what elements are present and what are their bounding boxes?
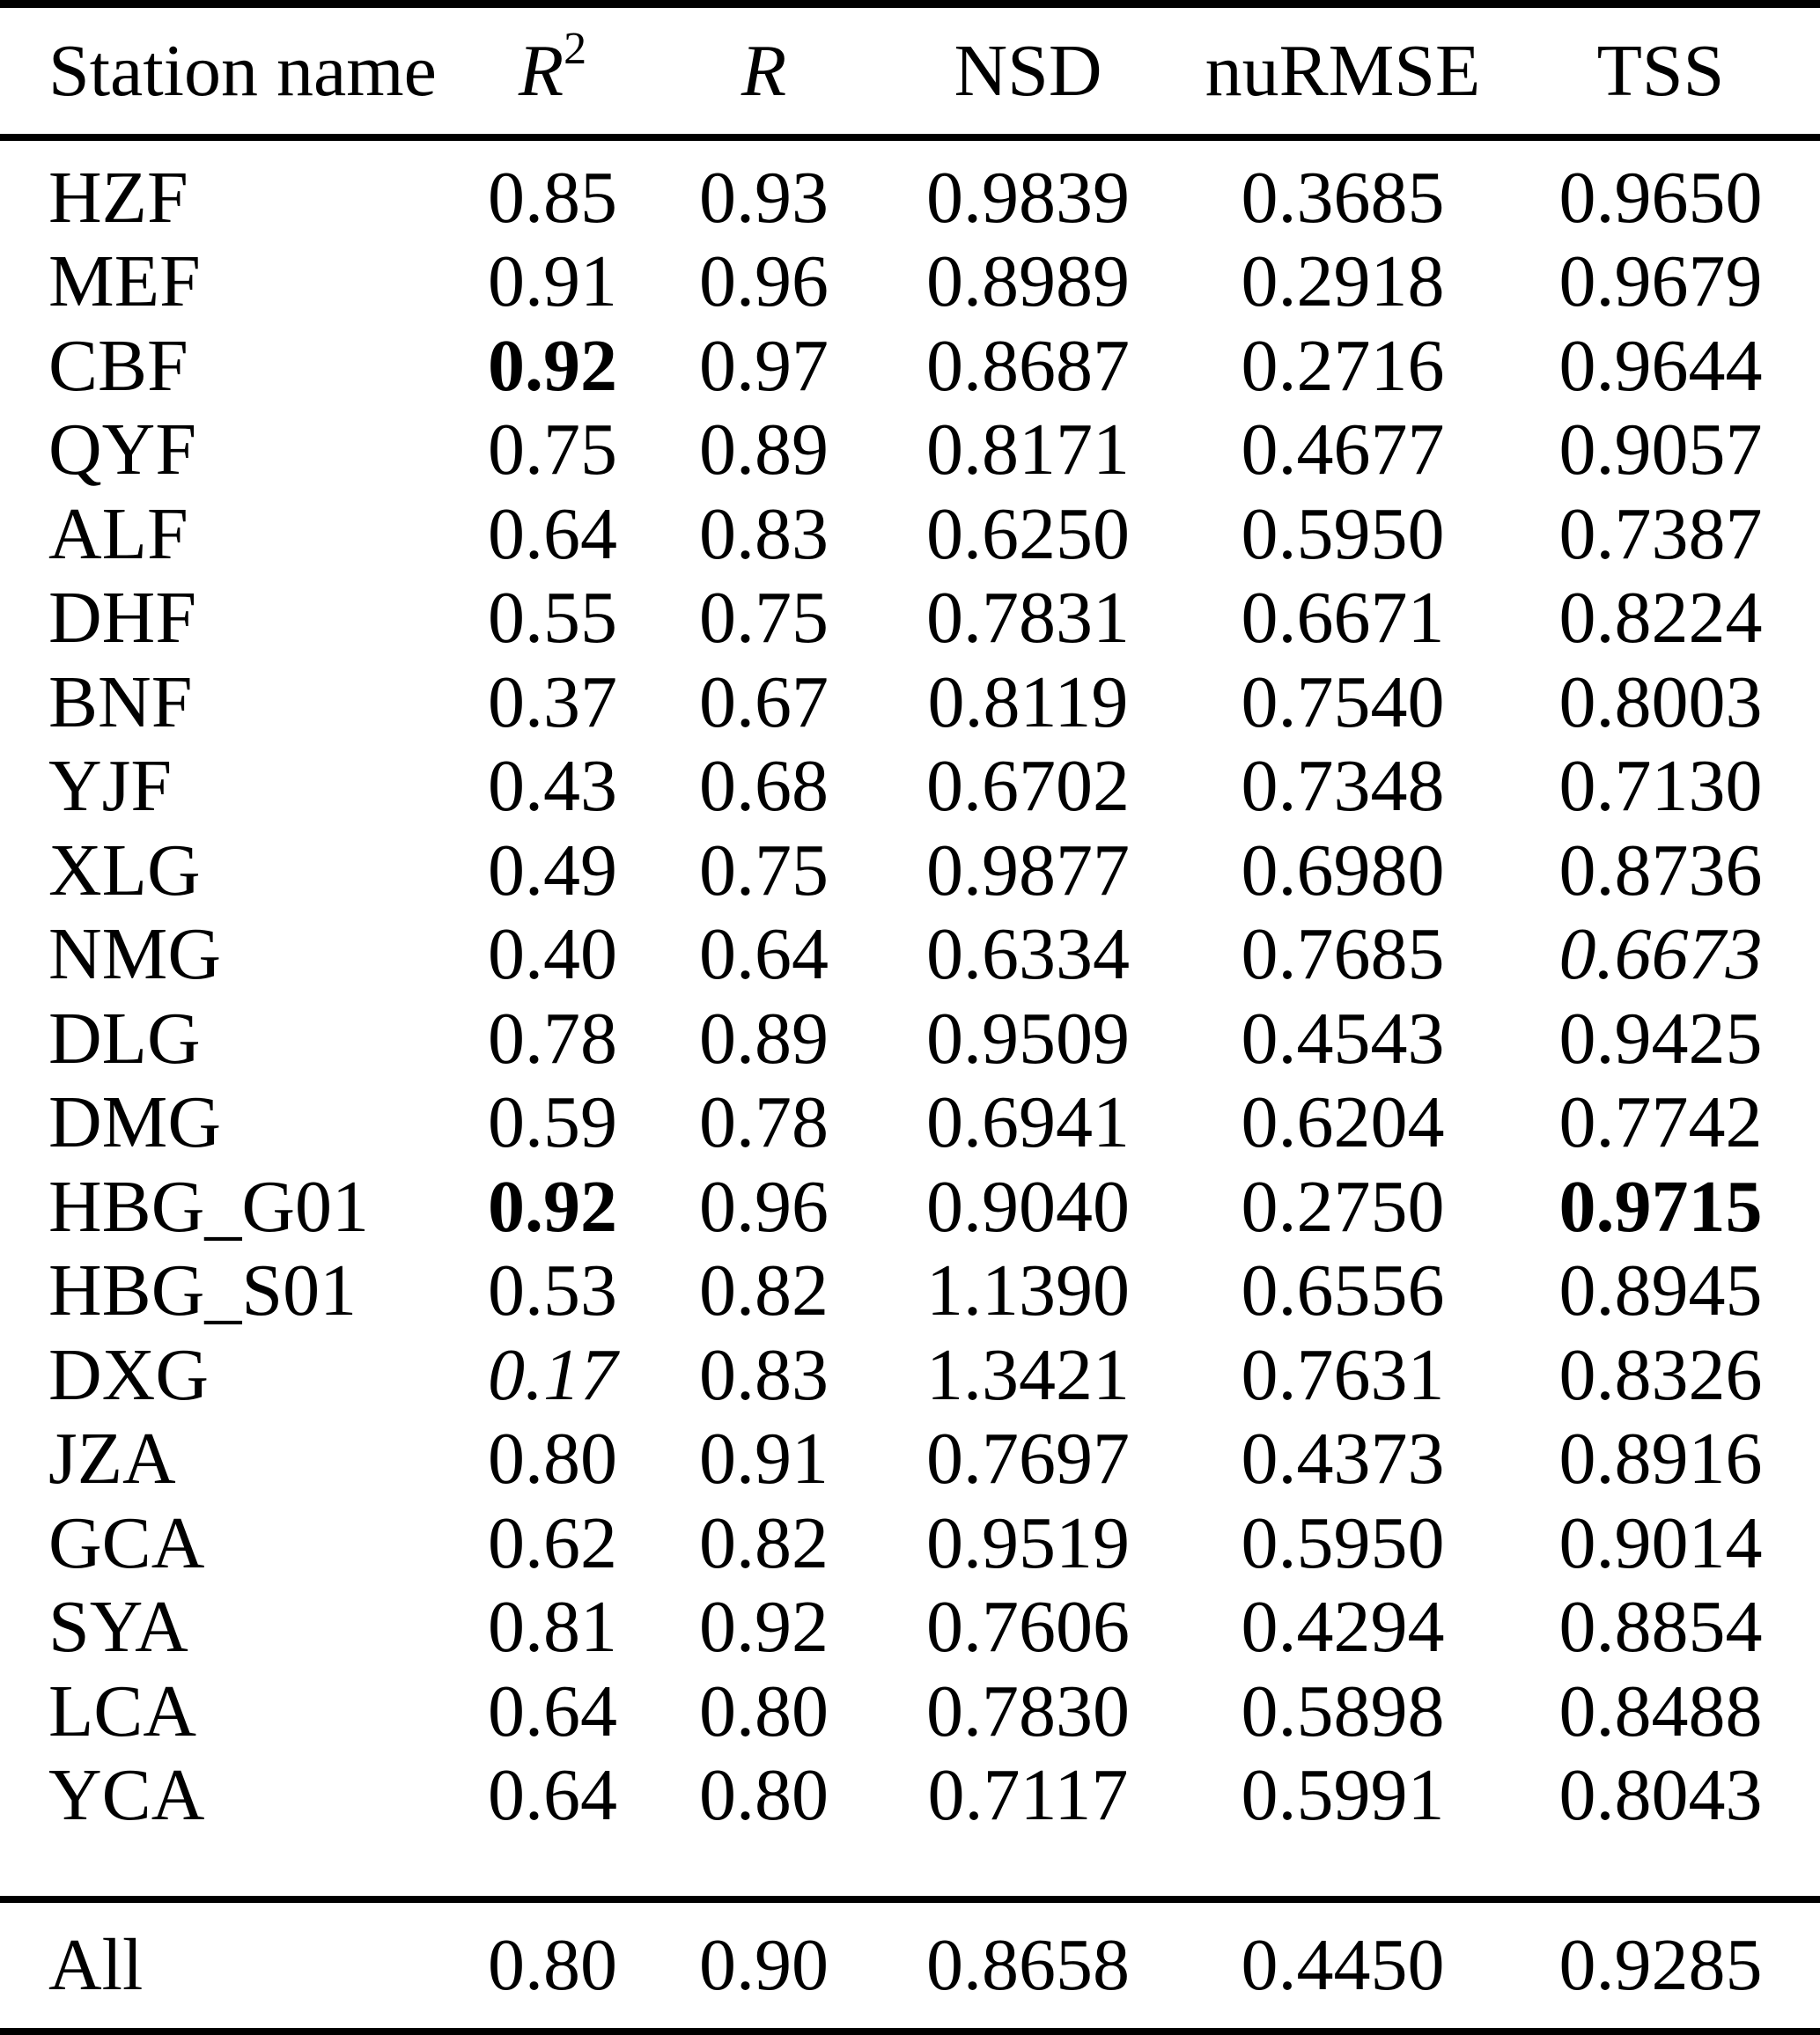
value-cell: 0.97	[699, 324, 829, 407]
station-name-cell: DLG	[48, 997, 201, 1080]
value-cell: 0.53	[488, 1250, 617, 1332]
value-cell: 0.4677	[1241, 409, 1445, 491]
value-cell: 0.80	[699, 1754, 829, 1837]
value-cell: 0.7540	[1241, 660, 1445, 743]
table-row	[0, 1670, 1820, 1754]
table-row	[0, 1418, 1820, 1502]
value-cell: 0.8224	[1558, 577, 1763, 660]
table-row	[0, 240, 1820, 325]
station-name-cell: YCA	[48, 1754, 205, 1837]
value-cell: 0.75	[699, 829, 829, 911]
value-cell: 0.6334	[926, 913, 1130, 996]
value-cell: 0.92	[699, 1586, 829, 1669]
table-row	[0, 577, 1820, 661]
value-cell: 0.7631	[1241, 1333, 1445, 1416]
value-cell: 0.17	[488, 1333, 617, 1416]
value-cell: 0.78	[699, 1081, 829, 1164]
table-row	[0, 1333, 1820, 1418]
table-row	[0, 1250, 1820, 1334]
table-row	[0, 1586, 1820, 1670]
header-superscript: 2	[564, 24, 587, 75]
value-cell: 0.9425	[1558, 997, 1763, 1080]
value-cell: 0.64	[699, 913, 829, 996]
value-cell: 0.62	[488, 1501, 617, 1584]
value-cell: 0.8326	[1558, 1333, 1763, 1416]
value-cell: 0.8043	[1558, 1754, 1763, 1837]
value-cell: 0.2750	[1241, 1165, 1445, 1248]
station-name-cell: HZF	[48, 156, 188, 239]
value-cell: 0.9839	[926, 156, 1130, 239]
station-name-cell: GCA	[48, 1501, 205, 1584]
value-cell: 0.5950	[1241, 492, 1445, 575]
station-name-cell: SYA	[48, 1586, 188, 1669]
table-bottom-rule	[0, 2028, 1820, 2035]
footer-value-cell: 0.9285	[1558, 1924, 1763, 2006]
value-cell: 0.43	[488, 745, 617, 828]
value-cell: 0.8687	[926, 324, 1130, 407]
station-name-cell: NMG	[48, 913, 222, 996]
table-row	[0, 324, 1820, 409]
station-name-cell: ALF	[48, 492, 188, 575]
station-name-cell: BNF	[48, 660, 193, 743]
value-cell: 0.80	[699, 1670, 829, 1752]
table-row	[0, 660, 1820, 745]
value-cell: 0.8003	[1558, 660, 1763, 743]
value-cell: 0.7387	[1558, 492, 1763, 575]
station-name-cell: DXG	[48, 1333, 209, 1416]
footer-divider-rule	[0, 1896, 1820, 1903]
table-row	[0, 492, 1820, 577]
value-cell: 0.2716	[1241, 324, 1445, 407]
table-body	[0, 141, 1820, 1896]
value-cell: 0.7697	[926, 1418, 1130, 1500]
value-cell: 0.7606	[926, 1586, 1130, 1669]
value-cell: 0.3685	[1241, 156, 1445, 239]
value-cell: 0.91	[488, 240, 617, 323]
value-cell: 0.8171	[926, 409, 1130, 491]
value-cell: 0.7685	[1241, 913, 1445, 996]
value-cell: 0.7348	[1241, 745, 1445, 828]
station-name-cell: LCA	[48, 1670, 196, 1752]
value-cell: 0.4543	[1241, 997, 1445, 1080]
value-cell: 0.6671	[1241, 577, 1445, 660]
value-cell: 0.9644	[1558, 324, 1763, 407]
footer-value-cell: 0.90	[699, 1924, 829, 2006]
value-cell: 0.7117	[927, 1754, 1129, 1837]
value-cell: 0.9509	[926, 997, 1130, 1080]
value-cell: 0.6250	[926, 492, 1130, 575]
table-row	[0, 1165, 1820, 1250]
value-cell: 0.64	[488, 1670, 617, 1752]
value-cell: 0.82	[699, 1501, 829, 1584]
value-cell: 0.8119	[927, 660, 1129, 743]
value-cell: 0.55	[488, 577, 617, 660]
column-header-station-name: Station name	[48, 29, 437, 112]
value-cell: 0.78	[488, 997, 617, 1080]
value-cell: 0.7742	[1558, 1081, 1763, 1164]
value-cell: 1.1390	[926, 1250, 1130, 1332]
column-header-r2: $R^2$	[518, 24, 587, 112]
table-row	[0, 745, 1820, 829]
value-cell: 0.8989	[926, 240, 1130, 323]
station-name-cell: XLG	[48, 829, 201, 911]
value-cell: 0.82	[699, 1250, 829, 1332]
value-cell: 0.9715	[1558, 1165, 1763, 1248]
value-cell: 0.89	[699, 409, 829, 491]
column-header-nsd: NSD	[954, 29, 1102, 112]
value-cell: 0.9040	[926, 1165, 1130, 1248]
value-cell: 0.89	[699, 997, 829, 1080]
value-cell: 0.64	[488, 1754, 617, 1837]
station-name-cell: HBG_G01	[48, 1165, 370, 1248]
value-cell: 0.6673	[1558, 913, 1763, 996]
table-row	[0, 1081, 1820, 1166]
value-cell: 0.83	[699, 1333, 829, 1416]
station-name-cell: MEF	[48, 240, 201, 323]
value-cell: 0.75	[699, 577, 829, 660]
value-cell: 0.59	[488, 1081, 617, 1164]
table-row	[0, 829, 1820, 913]
column-header-r: R	[741, 29, 787, 112]
table-footer-row	[0, 1903, 1820, 2028]
footer-station-label: All	[48, 1924, 144, 2006]
value-cell: 0.81	[488, 1586, 617, 1669]
station-name-cell: DHF	[48, 577, 197, 660]
value-cell: 0.92	[488, 324, 617, 407]
value-cell: 0.4294	[1241, 1586, 1445, 1669]
value-cell: 0.5950	[1241, 1501, 1445, 1584]
value-cell: 0.4373	[1241, 1418, 1445, 1500]
value-cell: 0.80	[488, 1418, 617, 1500]
column-header-nurmse: nuRMSE	[1205, 29, 1481, 112]
value-cell: 0.37	[488, 660, 617, 743]
station-name-cell: DMG	[48, 1081, 222, 1164]
value-cell: 0.93	[699, 156, 829, 239]
value-cell: 0.6556	[1241, 1250, 1445, 1332]
value-cell: 0.6941	[926, 1081, 1130, 1164]
value-cell: 0.8916	[1558, 1418, 1763, 1500]
value-cell: 0.64	[488, 492, 617, 575]
value-cell: 0.7831	[926, 577, 1130, 660]
header-divider-rule	[0, 134, 1820, 141]
value-cell: 0.8488	[1558, 1670, 1763, 1752]
station-name-cell: QYF	[48, 409, 197, 491]
value-cell: 0.6204	[1241, 1081, 1445, 1164]
value-cell: 0.6980	[1241, 829, 1445, 911]
table-row	[0, 1501, 1820, 1586]
value-cell: 0.9519	[926, 1501, 1130, 1584]
station-name-cell: YJF	[48, 745, 173, 828]
table-row	[0, 913, 1820, 998]
value-cell: 0.7830	[926, 1670, 1130, 1752]
table-header-row	[0, 8, 1820, 134]
value-cell: 0.92	[488, 1165, 617, 1248]
column-header-tss: TSS	[1596, 29, 1725, 112]
value-cell: 0.9014	[1558, 1501, 1763, 1584]
table-top-rule	[0, 0, 1820, 8]
value-cell: 0.9650	[1558, 156, 1763, 239]
table-row	[0, 409, 1820, 493]
footer-value-cell: 0.4450	[1241, 1924, 1445, 2006]
table-row	[0, 1754, 1820, 1839]
value-cell: 0.75	[488, 409, 617, 491]
value-cell: 0.96	[699, 240, 829, 323]
table-row	[0, 156, 1820, 240]
value-cell: 0.40	[488, 913, 617, 996]
value-cell: 0.9679	[1558, 240, 1763, 323]
footer-value-cell: 0.80	[488, 1924, 617, 2006]
value-cell: 0.5898	[1241, 1670, 1445, 1752]
value-cell: 0.96	[699, 1165, 829, 1248]
value-cell: 0.91	[699, 1418, 829, 1500]
value-cell: 0.8945	[1558, 1250, 1763, 1332]
footer-value-cell: 0.8658	[926, 1924, 1130, 2006]
value-cell: 0.7130	[1558, 745, 1763, 828]
value-cell: 0.8854	[1558, 1586, 1763, 1669]
value-cell: 0.2918	[1241, 240, 1445, 323]
value-cell: 0.68	[699, 745, 829, 828]
value-cell: 1.3421	[926, 1333, 1130, 1416]
station-name-cell: JZA	[48, 1418, 176, 1500]
station-name-cell: HBG_S01	[48, 1250, 357, 1332]
value-cell: 0.6702	[926, 745, 1130, 828]
value-cell: 0.9057	[1558, 409, 1763, 491]
table-row	[0, 997, 1820, 1081]
value-cell: 0.49	[488, 829, 617, 911]
value-cell: 0.83	[699, 492, 829, 575]
value-cell: 0.5991	[1241, 1754, 1445, 1837]
station-name-cell: CBF	[48, 324, 188, 407]
value-cell: 0.9877	[926, 829, 1130, 911]
value-cell: 0.8736	[1558, 829, 1763, 911]
value-cell: 0.85	[488, 156, 617, 239]
value-cell: 0.67	[699, 660, 829, 743]
